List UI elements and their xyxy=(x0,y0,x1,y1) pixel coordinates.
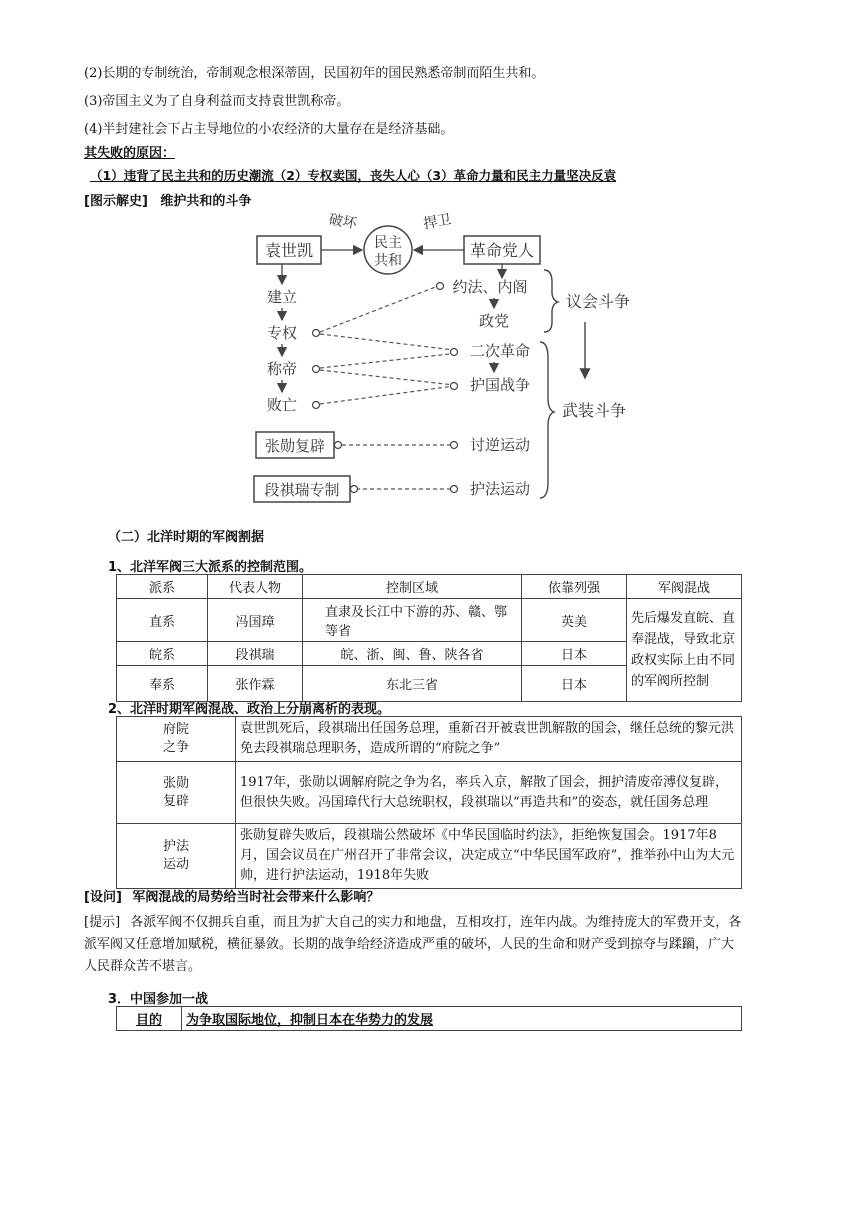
purpose-label: 目的 xyxy=(117,1007,182,1031)
failure-reasons: （1）违背了民主共和的历史潮流（2）专权卖国，丧失人心（3）革命力量和民主力量坚决反袁 xyxy=(90,168,617,183)
diagram-heading xyxy=(84,190,251,209)
cell-power: 英美 xyxy=(522,599,627,642)
section2-heading: （二）北洋时期的军阀割据 xyxy=(108,530,265,545)
purpose-text: 为争取国际地位，抑制日本在华势力的发展 xyxy=(182,1007,742,1031)
defend-label: 捍卫 xyxy=(422,211,453,233)
failure-heading: 其失败的原因： xyxy=(84,146,176,161)
event-text: 1917年，张勋以调解府院之争为名，率兵入京，解散了国会，拥护清废帝溥仪复辟，但很快失败。冯国璋代行大总统职权，段祺瑞以“再造共和”的姿态，就任国务总理 xyxy=(236,762,742,824)
col-region: 控制区域 xyxy=(303,575,522,599)
cell-power: 日本 xyxy=(522,642,627,666)
cause-2: (2)长期的专制统治，帝制观念根深蒂固，民国初年的国民熟悉帝制而陌生共和。 xyxy=(84,66,545,81)
party-label: 政党 xyxy=(478,312,510,330)
table-row xyxy=(117,824,742,889)
table-row xyxy=(117,762,742,824)
hint-paragraph xyxy=(84,912,744,978)
question xyxy=(84,886,379,905)
table-row xyxy=(117,717,742,762)
warlord-table xyxy=(116,716,742,889)
hint-label: [提示] xyxy=(84,915,121,930)
protect-nation-label: 护国战争 xyxy=(469,376,531,394)
cell-power: 日本 xyxy=(522,666,627,702)
table-row xyxy=(117,599,742,642)
cell-person: 冯国璋 xyxy=(208,599,303,642)
second-rev-label: 二次革命 xyxy=(469,342,531,360)
cell-war: 先后爆发直皖、直奉混战，导致北京政权实际上由不同的军阀所控制 xyxy=(627,599,742,702)
diagram-title: 维护共和的斗争 xyxy=(160,194,252,209)
hint-text: 各派军阀不仅拥兵自重，而且为扩大自己的实力和地盘，互相攻打，连年内战。为维持庞大的军费开支，各派军阀又任意增加赋税，横征暴敛。长期的战争给经济造成严重的破坏，人民的生命和财产受到掠夺与蹂躏，广大人民群众苦不堪言。 xyxy=(84,915,742,974)
event-name: 张勋 复辟 xyxy=(117,762,236,824)
autocracy-label: 专权 xyxy=(266,324,298,342)
protect-law-label: 护法运动 xyxy=(469,480,531,498)
col-war: 军阀混战 xyxy=(627,575,742,599)
cell-faction: 直系 xyxy=(117,599,208,642)
cell-region: 东北三省 xyxy=(303,666,522,702)
establish-label: 建立 xyxy=(266,288,298,306)
faction-table-header xyxy=(117,575,742,599)
question-label: [设问] xyxy=(84,890,122,905)
revolutionaries-label: 革命党人 xyxy=(469,241,535,260)
section2-sub2: 2、北洋时期军阀混战、政治上分崩离析的表现。 xyxy=(108,702,391,717)
yuan-label: 袁世凯 xyxy=(264,241,314,260)
cell-region: 皖、浙、闽、鲁、陕各省 xyxy=(303,642,522,666)
faction-table xyxy=(116,574,742,702)
event-name: 府院 之争 xyxy=(117,717,236,762)
event-text: 袁世凯死后，段祺瑞出任国务总理，重新召开被袁世凯解散的国会，继任总统的黎元洪免去段祺瑞总理职务，造成所谓的“府院之争” xyxy=(236,717,742,762)
ww1-table xyxy=(116,1006,742,1031)
constitution-label: 约法、内阁 xyxy=(452,278,528,296)
cell-faction: 皖系 xyxy=(117,642,208,666)
emperor-label: 称帝 xyxy=(266,360,298,378)
anti-rebel-label: 讨逆运动 xyxy=(469,436,531,454)
question-text: 军阀混战的局势给当时社会带来什么影响？ xyxy=(132,890,380,905)
cell-person: 张作霖 xyxy=(208,666,303,702)
zhangxun-label: 张勋复辟 xyxy=(264,437,326,455)
struggle-diagram xyxy=(250,210,650,510)
section3-heading: 3．中国参加一战 xyxy=(108,992,209,1007)
event-name: 护法 运动 xyxy=(117,824,236,889)
cause-4: (4)半封建社会下占主导地位的小农经济的大量存在是经济基础。 xyxy=(84,122,454,137)
republic-label-1: 民主 xyxy=(374,235,402,251)
defeat-label: 败亡 xyxy=(266,396,298,414)
col-person: 代表人物 xyxy=(208,575,303,599)
cell-faction: 奉系 xyxy=(117,666,208,702)
duan-label: 段祺瑞专制 xyxy=(264,481,340,499)
col-faction: 派系 xyxy=(117,575,208,599)
cause-3: (3)帝国主义为了自身利益而支持袁世凯称帝。 xyxy=(84,94,350,109)
cell-region: 直隶及长江中下游的苏、赣、鄂等省 xyxy=(303,599,522,642)
event-text: 张勋复辟失败后，段祺瑞公然破坏《中华民国临时约法》，拒绝恢复国会。1917年8月，国会议员在广州召开了非常会议，决定成立“中华民国军政府”，推举孙中山为大元帅，进行护法运动，1918年失败 xyxy=(236,824,742,889)
cell-person: 段祺瑞 xyxy=(208,642,303,666)
armed-label: 武装斗争 xyxy=(561,401,627,420)
table-row xyxy=(117,1007,742,1031)
section2-sub1: 1、北洋军阀三大派系的控制范围。 xyxy=(108,560,313,575)
parliament-label: 议会斗争 xyxy=(565,292,631,311)
col-power: 依靠列强 xyxy=(522,575,627,599)
destroy-label: 破坏 xyxy=(327,211,358,233)
republic-label-2: 共和 xyxy=(374,253,402,269)
diagram-label: [图示解史] xyxy=(84,194,148,209)
